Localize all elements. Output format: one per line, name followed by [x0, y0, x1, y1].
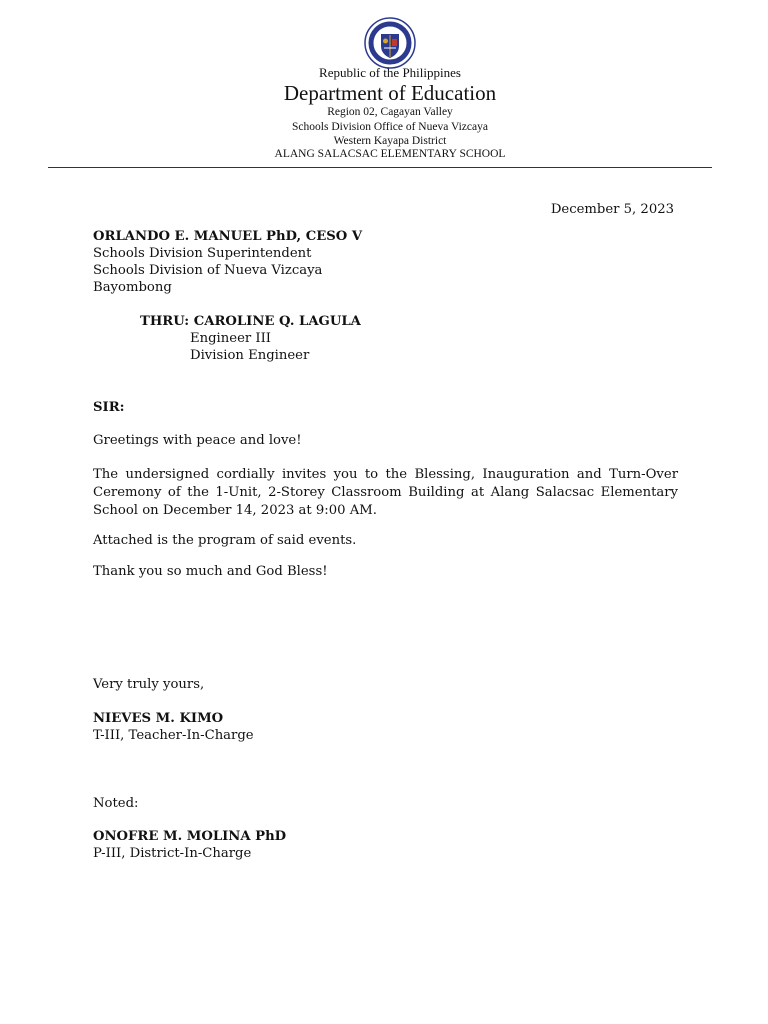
- header-divider: [48, 167, 712, 168]
- thru-line: THRU: CAROLINE Q. LAGULA: [140, 314, 361, 329]
- header-district: Western Kayapa District: [333, 135, 447, 147]
- recipient-name: ORLANDO E. MANUEL PhD, CESO V: [93, 229, 363, 244]
- deped-seal-icon: [364, 17, 416, 69]
- greeting-paragraph: Greetings with peace and love!: [93, 433, 302, 448]
- thru-position: Engineer III: [190, 331, 272, 346]
- attached-paragraph: Attached is the program of said events.: [93, 533, 357, 548]
- invitation-paragraph: The undersigned cordially invites you to the Blessing, Inauguration and Turn-Over Ceremony of the 1-Unit, 2-Storey Classroom Building at Alang Salacsac Elementary School on December 14, 2023 at 9:00 AM.: [93, 467, 678, 518]
- header-republic: Republic of the Philippines: [319, 65, 461, 80]
- closing-line: Very truly yours,: [93, 677, 205, 692]
- header-school: ALANG SALACSAC ELEMENTARY SCHOOL: [274, 148, 506, 160]
- noted-by-name: ONOFRE M. MOLINA PhD: [93, 829, 287, 844]
- letter-date: December 5, 2023: [550, 202, 674, 217]
- thru-office: Division Engineer: [190, 348, 310, 363]
- noted-label: Noted:: [93, 796, 139, 811]
- salutation: SIR:: [93, 400, 125, 415]
- recipient-office: Schools Division of Nueva Vizcaya: [93, 263, 323, 278]
- header-department: Department of Education: [283, 81, 497, 105]
- header-division-office: Schools Division Office of Nueva Vizcaya: [292, 121, 488, 133]
- noted-by-title: P-III, District-In-Charge: [93, 846, 252, 861]
- signer-title: T-III, Teacher-In-Charge: [93, 728, 254, 743]
- thanks-paragraph: Thank you so much and God Bless!: [93, 564, 328, 579]
- recipient-position: Schools Division Superintendent: [93, 246, 312, 261]
- header-region: Region 02, Cagayan Valley: [327, 106, 453, 118]
- recipient-location: Bayombong: [93, 280, 172, 295]
- signer-name: NIEVES M. KIMO: [93, 711, 224, 726]
